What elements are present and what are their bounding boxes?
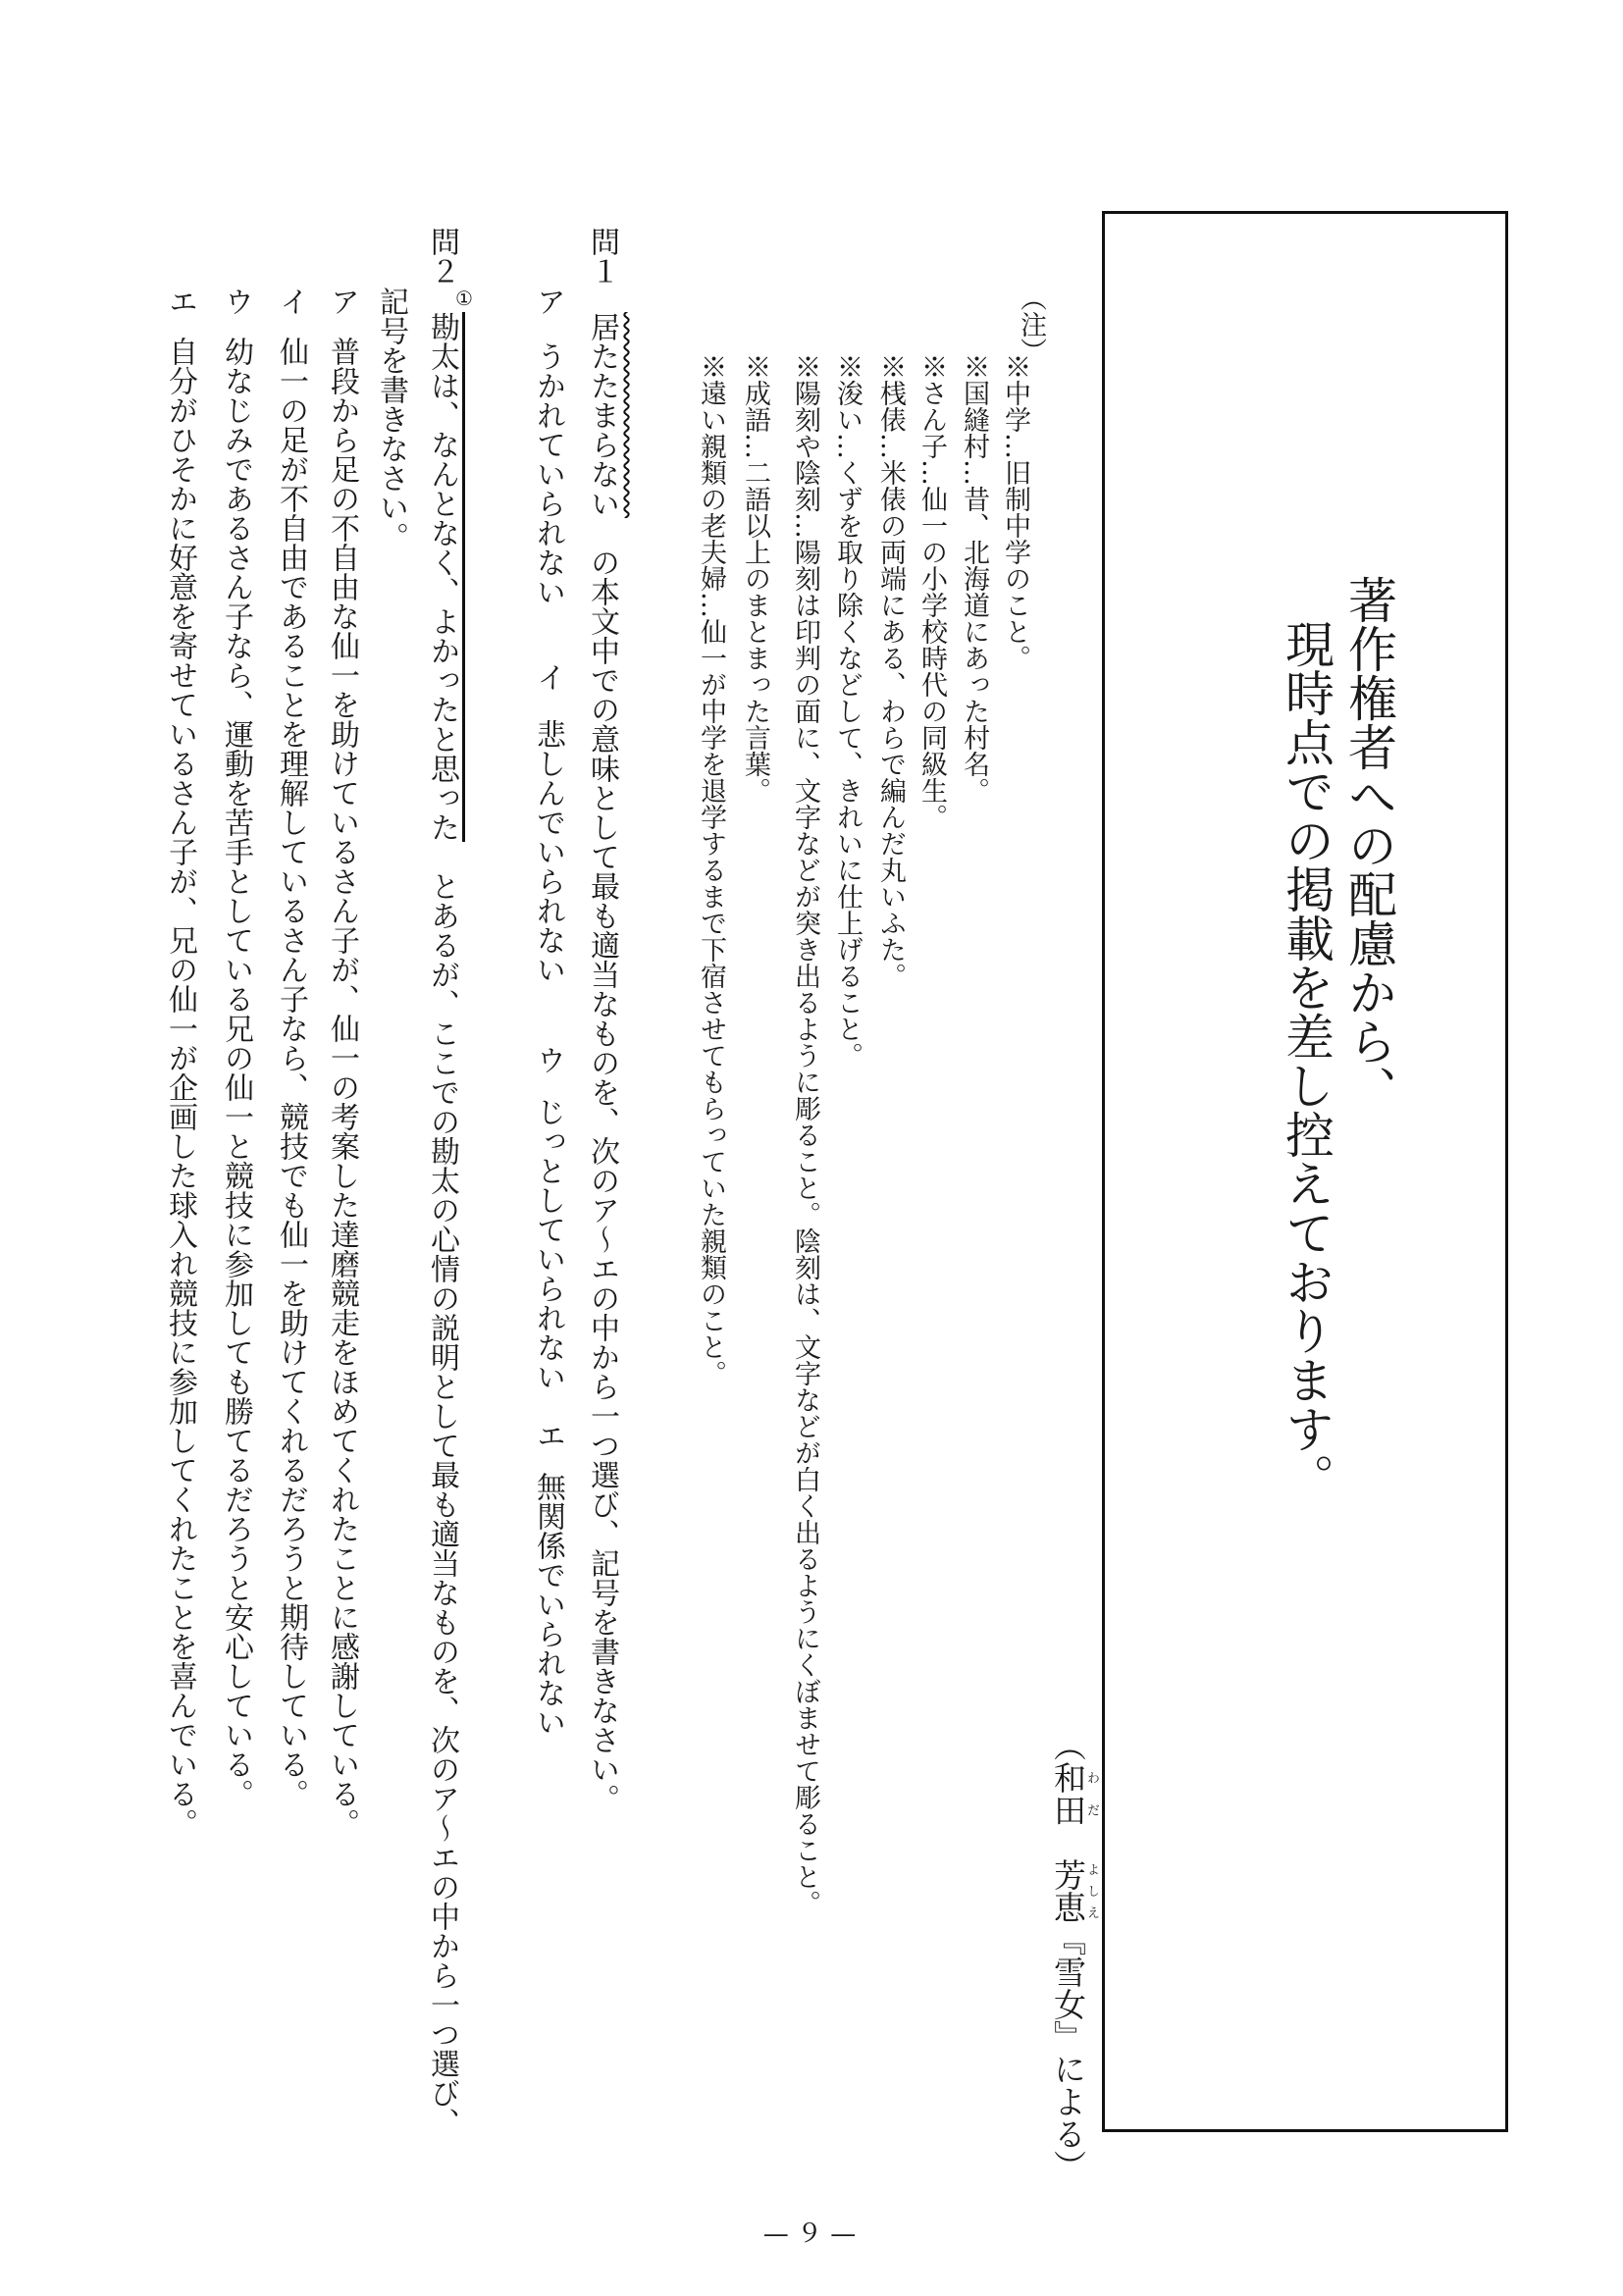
- note-item: ※中学…旧制中学のこと。: [1000, 353, 1030, 671]
- question-1-text: の本文中での意味として最も適当なものを、次のア～エの中から一つ選び、記号を書きなさい。: [585, 518, 619, 1813]
- note-item: ※遠い親類の老夫婦…仙一が中学を退学するまで下宿させてもらっていた親類のこと。: [696, 353, 726, 1386]
- attribution-open-paren: （: [1049, 1729, 1087, 1761]
- q1-choice-c-mark: ウ: [531, 1045, 565, 1074]
- q2-choice-a-mark: ア: [325, 287, 359, 316]
- copyright-notice-box: [1102, 211, 1508, 2132]
- note-item: ※浚い…くずを取り除くなどして、きれいに仕上げること。: [832, 353, 863, 1069]
- q1-choice-c-text: じっとしていられない: [531, 1097, 565, 1391]
- q2-choice-b-mark: イ: [274, 287, 308, 316]
- q1-choice-a-text: うかれていられない: [531, 341, 565, 606]
- q1-choice-a-mark: ア: [531, 287, 565, 316]
- question-2-text-cont: 記号を書きなさい。: [374, 287, 408, 551]
- q1-choice-d-mark: エ: [531, 1421, 565, 1450]
- underline-marker-1: ①: [455, 287, 473, 310]
- question-2-label: 問２: [425, 227, 459, 286]
- question-2-prompt: [425, 312, 459, 2137]
- notice-line-1: 著作権者への配慮から、: [1340, 575, 1397, 1115]
- wavy-underlined-phrase: 居たたまらない: [585, 312, 619, 518]
- q2-choice-d-text: 自分がひそかに好意を寄せているさん子が、兄の仙一が企画した球入れ競技に参加してくれたことを喜んでいる。: [163, 337, 197, 1838]
- author-family-text: 和田: [1049, 1761, 1087, 1826]
- q1-choice-b-text: 悲しんでいられない: [531, 719, 565, 984]
- notice-line-2: 現時点での掲載を差し控えております。: [1278, 619, 1335, 1502]
- underlined-phrase: 勘太は、なんとなく、よかったと思った: [425, 312, 465, 842]
- author-family-ruby: わだ: [1084, 1761, 1099, 1826]
- note-item: ※陽刻や陰刻…陽刻は印判の面に、文字などが突き出るように彫ること。陰刻は、文字などが白く出るようにくぼませて彫ること。: [790, 353, 820, 1916]
- note-item: ※成語…二語以上のまとまった言葉。: [740, 353, 770, 804]
- q2-choice-b-text: 仙一の足が不自由であることを理解しているさん子なら、競技でも仙一を助けてくれるだろうと期待している。: [274, 337, 308, 1808]
- author-given-name: [1049, 1858, 1099, 1923]
- q1-choice-d-text: 無関係でいられない: [531, 1472, 565, 1737]
- author-given-text: 芳恵: [1049, 1858, 1087, 1923]
- q2-choice-c-text: 幼なじみであるさん子なら、運動を苦手としている兄の仙一と競技に参加しても勝てるだろうと安心している。: [219, 337, 253, 1808]
- q2-choice-d-mark: エ: [163, 287, 197, 316]
- note-item: ※国縫村…昔、北海道にあった村名。: [959, 353, 989, 804]
- q2-choice-c-mark: ウ: [219, 287, 253, 316]
- author-family-name: [1049, 1761, 1099, 1826]
- author-given-ruby: よしえ: [1084, 1858, 1099, 1923]
- question-1-prompt: [585, 312, 619, 1813]
- question-2-text: とあるが、ここでの勘太の心情の説明として最も適当なものを、次のア～エの中から一つ選び、: [425, 842, 459, 2137]
- question-1-label: 問１: [585, 227, 619, 286]
- q1-choice-b-mark: イ: [531, 662, 565, 692]
- work-title: 『雪女』: [1049, 1923, 1087, 2053]
- note-item: ※さん子…仙一の小学校時代の同級生。: [916, 353, 947, 830]
- attribution-close: による）: [1049, 2053, 1087, 2182]
- notes-label: （注）: [1016, 285, 1046, 364]
- q2-choice-a-text: 普段から足の不自由な仙一を助けているさん子が、仙一の考案した達磨競走をほめてくれたことに感謝している。: [325, 337, 359, 1838]
- source-attribution: [1049, 1729, 1099, 2182]
- page-number: — ９ —: [762, 2219, 857, 2249]
- note-item: ※桟俵…米俵の両端にある、わらで編んだ丸いふた。: [875, 353, 906, 989]
